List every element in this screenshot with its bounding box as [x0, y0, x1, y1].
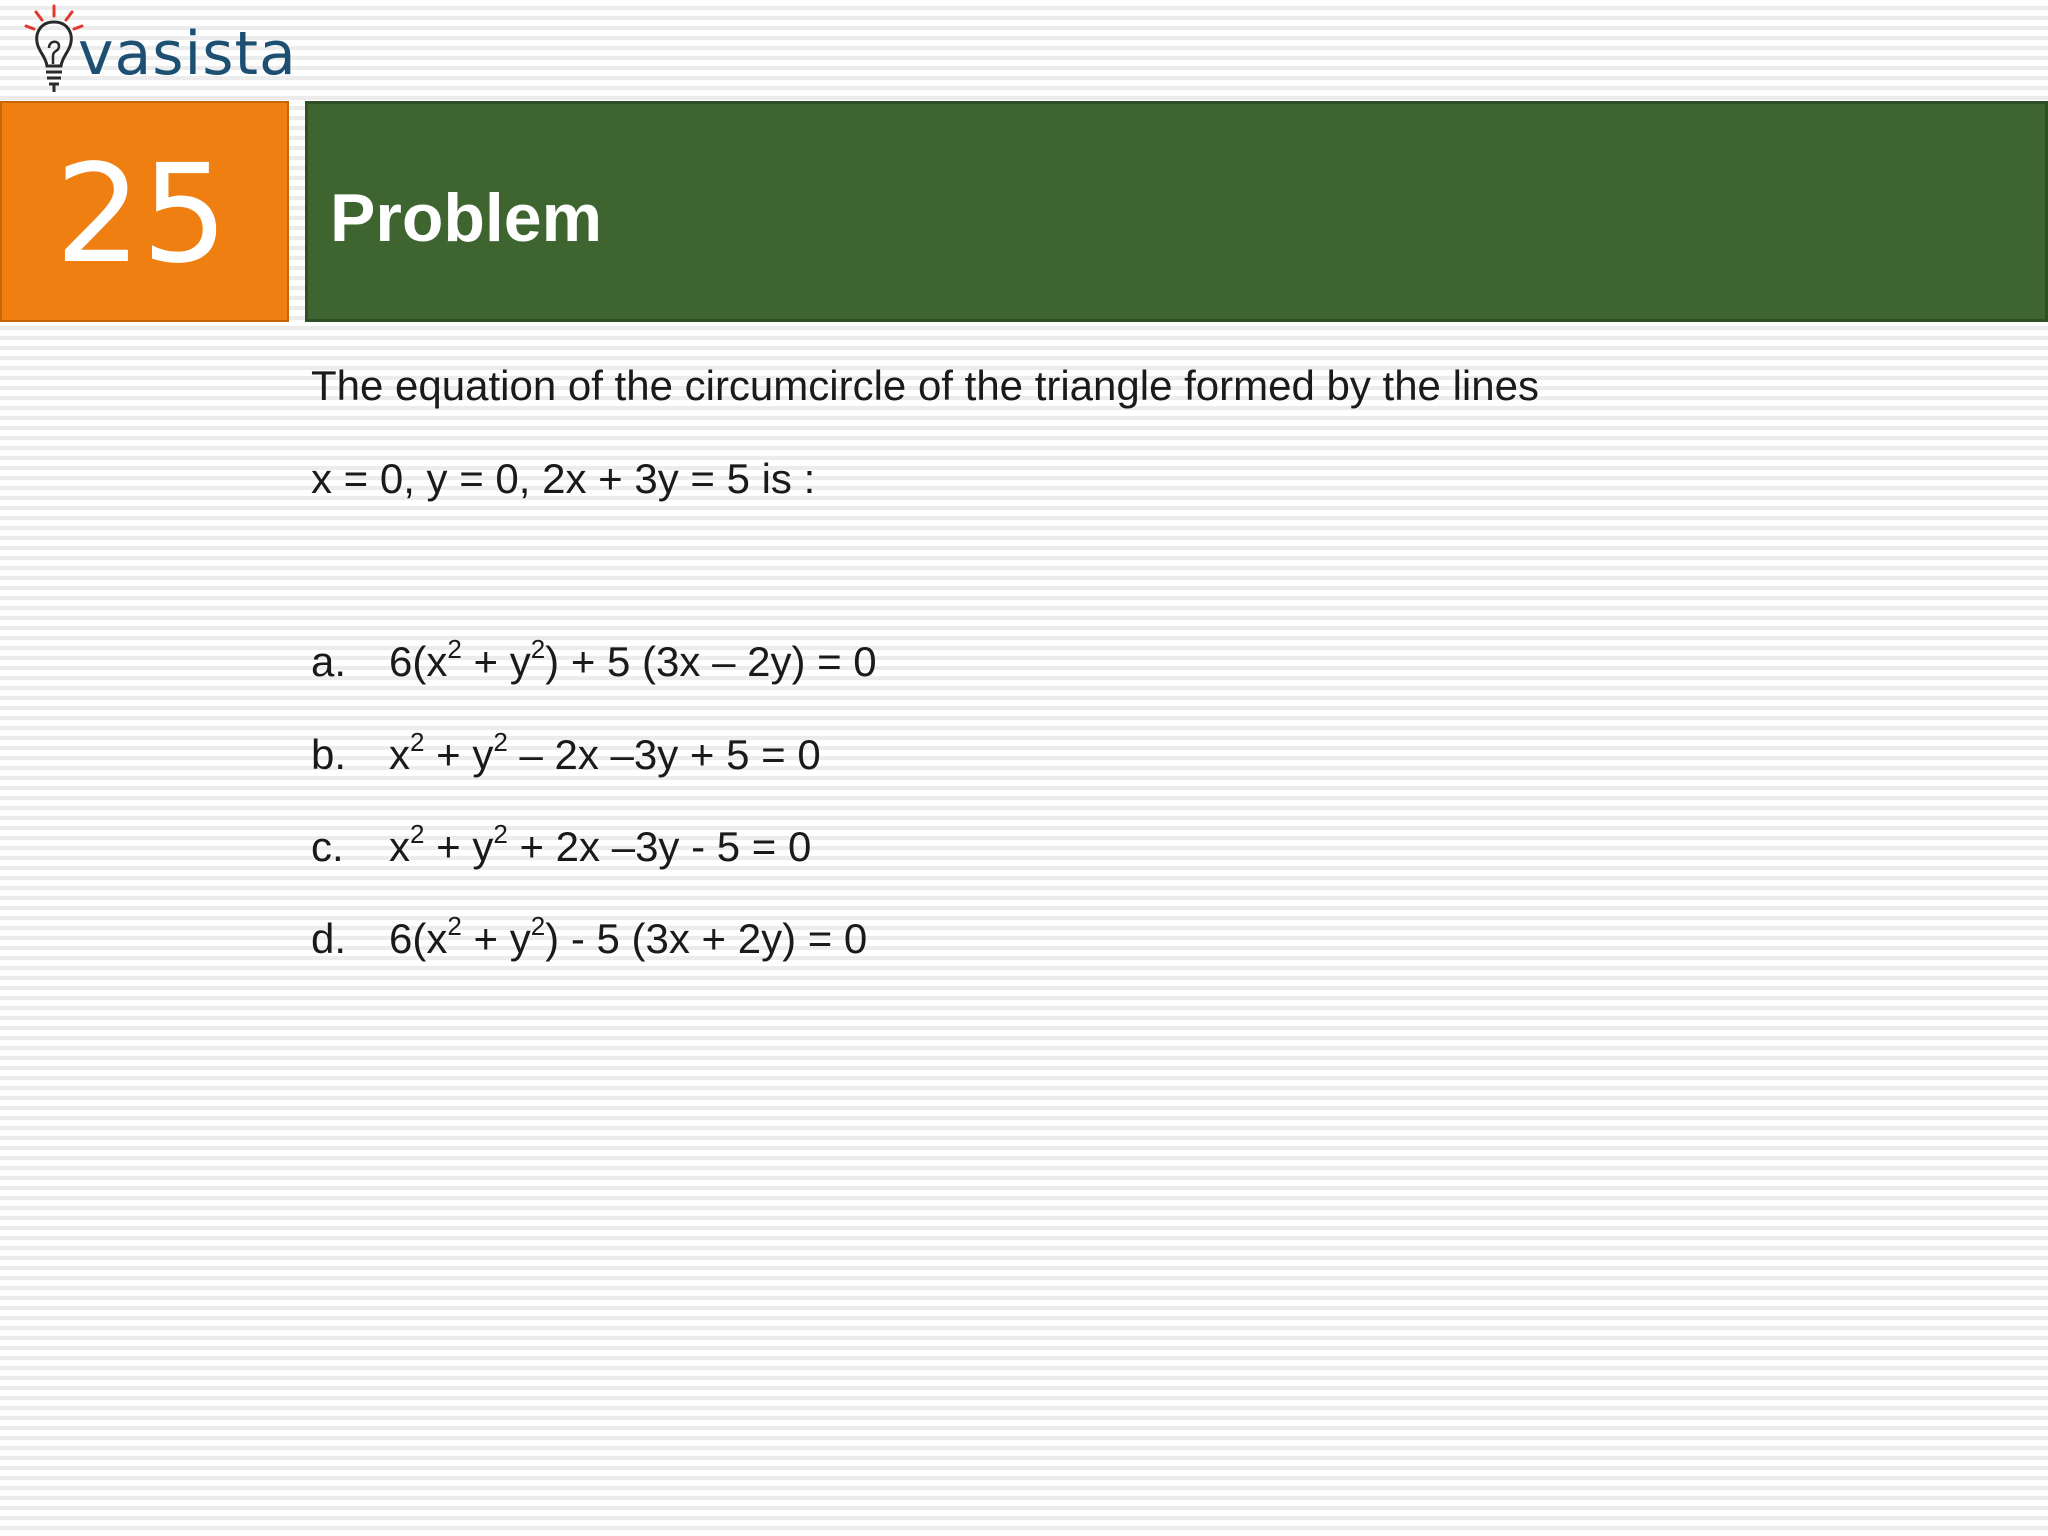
option-letter: d. [311, 915, 347, 962]
option-letter: c. [311, 823, 344, 870]
option-text-part: – 2x –3y + 5 = 0 [507, 731, 821, 778]
option-text-part: 6(x [389, 638, 448, 685]
option-text-part: x [389, 731, 410, 778]
option-text-part: + y [461, 915, 531, 962]
vasista-logo [20, 2, 297, 98]
option-c [311, 819, 812, 871]
title-bar [305, 101, 2048, 322]
option-text-part: + y [424, 731, 494, 778]
option-text-part: + 2x –3y - 5 = 0 [507, 823, 812, 870]
slide-number-box [0, 101, 289, 322]
logo-text: vasista [78, 19, 297, 89]
superscript: 2 [447, 634, 462, 664]
option-b [311, 727, 821, 779]
question-line-2: x = 0, y = 0, 2x + 3y = 5 is : [311, 455, 816, 502]
option-letter: a. [311, 638, 347, 685]
superscript: 2 [530, 634, 546, 664]
superscript: 2 [493, 819, 508, 849]
superscript: 2 [530, 911, 546, 941]
option-d [311, 911, 868, 963]
superscript: 2 [410, 727, 425, 757]
superscript: 2 [447, 911, 462, 941]
option-a [311, 634, 877, 686]
option-text-part: ) + 5 (3x – 2y) = 0 [545, 638, 877, 685]
question-line-1: The equation of the circumcircle of the triangle formed by the lines [311, 362, 1539, 409]
slide-title: Problem [330, 179, 603, 256]
option-text-part: + y [461, 638, 531, 685]
option-letter: b. [311, 731, 347, 778]
option-text-part: x [389, 823, 410, 870]
option-text-part: 6(x [389, 915, 448, 962]
slide-number: 25 [54, 135, 229, 294]
option-text-part: ) - 5 (3x + 2y) = 0 [545, 915, 868, 962]
option-text-part: + y [424, 823, 494, 870]
superscript: 2 [493, 727, 508, 757]
superscript: 2 [410, 819, 425, 849]
